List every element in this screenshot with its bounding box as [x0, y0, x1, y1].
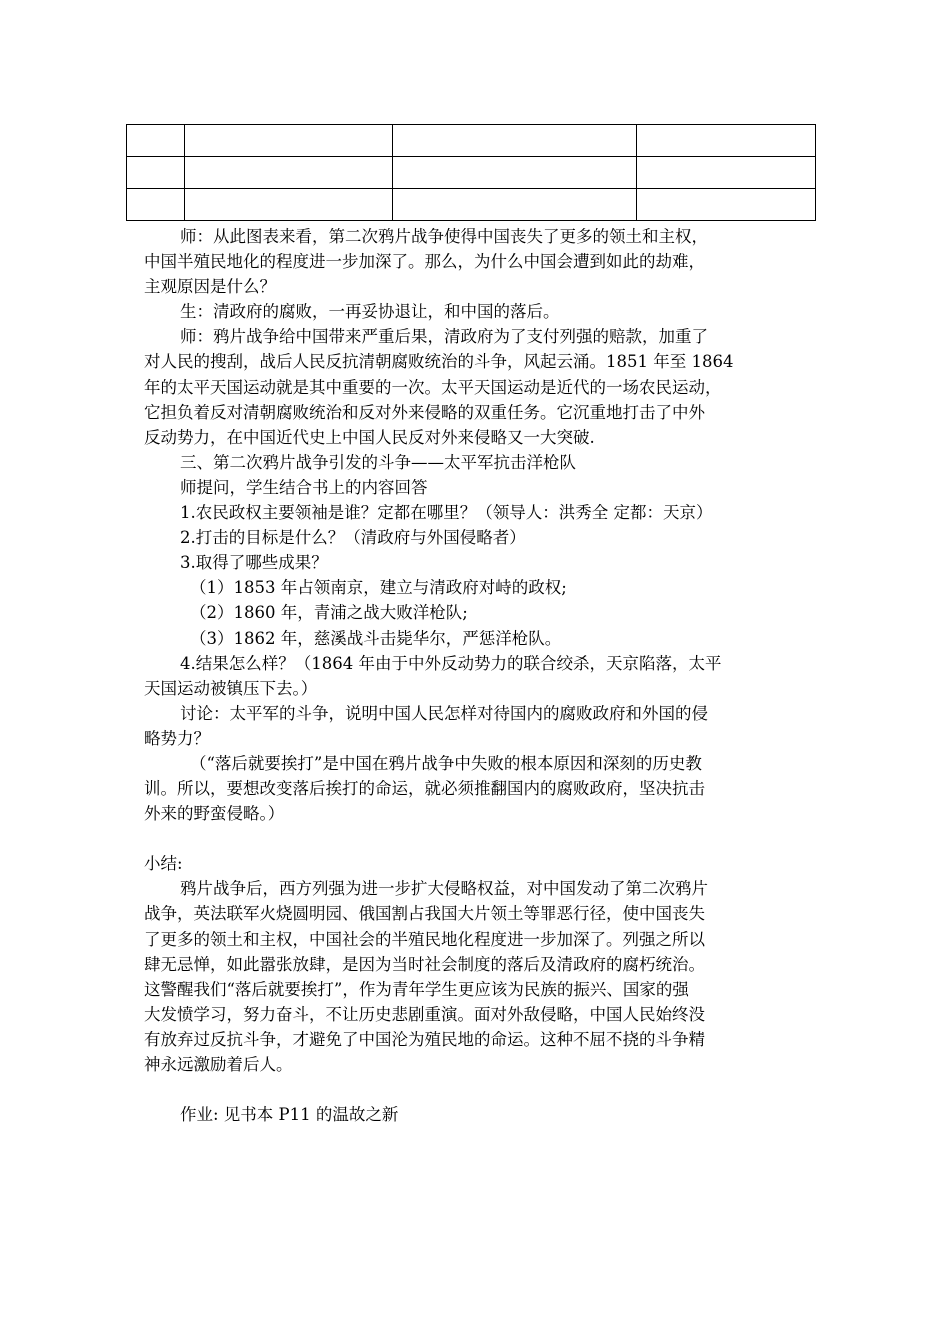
paragraph-line: 反动势力，在中国近代史上中国人民反对外来侵略又一大突破. — [144, 427, 595, 447]
paragraph-line: 年的太平天国运动就是其中重要的一次。太平天国运动是近代的一场农民运动， — [144, 377, 722, 397]
table-cell — [127, 157, 185, 189]
table-row — [127, 157, 816, 189]
section-heading: 三、第二次鸦片战争引发的斗争——太平军抗击洋枪队 — [180, 452, 576, 472]
paragraph-line: 外来的野蛮侵略。） — [144, 804, 285, 824]
paragraph-line: 师提问，学生结合书上的内容回答 — [180, 477, 428, 497]
question-line: 2.打击的目标是什么？（清政府与外国侵略者） — [180, 528, 526, 548]
lesson-text — [144, 224, 812, 1127]
table-cell — [393, 157, 637, 189]
table-cell — [637, 125, 816, 157]
table-cell — [185, 125, 393, 157]
paragraph-line: 中国半殖民地化的程度进一步加深了。那么，为什么中国会遭到如此的劫难， — [144, 252, 705, 272]
table-cell — [393, 125, 637, 157]
paragraph-line: 生：清政府的腐败，一再妥协退让，和中国的落后。 — [180, 302, 560, 322]
paragraph-line: 天国运动被镇压下去。） — [144, 678, 318, 698]
table-cell — [393, 189, 637, 221]
table-cell — [185, 189, 393, 221]
paragraph-line: 对人民的搜刮，战后人民反抗清朝腐败统治的斗争，风起云涌。1851 年至 1864 — [144, 352, 734, 372]
summary-line: 有放弃过反抗斗争，才避免了中国沦为殖民地的命运。这种不屈不挠的斗争精 — [144, 1029, 705, 1049]
paragraph-line: 主观原因是什么？ — [144, 277, 276, 297]
question-line: 4.结果怎么样？（1864 年由于中外反动势力的联合绞杀，天京陷落，太平 — [180, 653, 722, 673]
homework-line: 作业: 见书本 P11 的温故之新 — [180, 1105, 399, 1125]
paragraph-line: 略势力？ — [144, 728, 210, 748]
summary-line: 鸦片战争后，西方列强为进一步扩大侵略权益，对中国发动了第二次鸦片 — [180, 879, 708, 899]
discussion-line: 讨论：太平军的斗争，说明中国人民怎样对待国内的腐败政府和外国的侵 — [180, 703, 708, 723]
paragraph-line: 训。所以，要想改变落后挨打的命运，就必须推翻国内的腐败政府，坚决抗击 — [144, 779, 705, 799]
achievement-item: （2）1860 年，青浦之战大败洋枪队; — [190, 603, 468, 623]
paragraph-line: 师：鸦片战争给中国带来严重后果，清政府为了支付列强的赔款，加重了 — [180, 327, 708, 347]
summary-line: 了更多的领土和主权，中国社会的半殖民地化程度进一步加深了。列强之所以 — [144, 929, 705, 949]
blank-line — [144, 1077, 812, 1102]
achievement-item: （3）1862 年，慈溪战斗击毙华尔，严惩洋枪队。 — [190, 628, 562, 648]
paragraph-line: 师：从此图表来看，第二次鸦片战争使得中国丧失了更多的领土和主权， — [180, 227, 708, 246]
summary-line: 肆无忌惮，如此嚣张放肆，是因为当时社会制度的落后及清政府的腐朽统治。 — [144, 954, 705, 974]
question-line: 3.取得了哪些成果？ — [180, 553, 328, 573]
summary-line: 战争，英法联军火烧圆明园、俄国割占我国大片领土等罪恶行径，使中国丧失 — [144, 904, 705, 924]
question-line: 1.农民政权主要领袖是谁？定都在哪里？（领导人：洪秀全 定都：天京） — [180, 503, 713, 523]
table-cell — [637, 157, 816, 189]
paragraph-line: 它担负着反对清朝腐败统治和反对外来侵略的双重任务。它沉重地打击了中外 — [144, 402, 705, 422]
blank-line — [144, 826, 812, 851]
table-row — [127, 189, 816, 221]
comparison-table — [126, 124, 816, 221]
summary-line: 这警醒我们“落后就要挨打”，作为青年学生更应该为民族的振兴、国家的强 — [144, 979, 689, 999]
table-cell — [637, 189, 816, 221]
summary-line: 神永远激励着后人。 — [144, 1055, 293, 1074]
paragraph-line: （“落后就要挨打”是中国在鸦片战争中失败的根本原因和深刻的历史教 — [190, 753, 702, 773]
summary-heading: 小结: — [144, 854, 183, 874]
table-row — [127, 125, 816, 157]
table-cell — [185, 157, 393, 189]
table-cell — [127, 125, 185, 157]
achievement-item: （1）1853 年占领南京，建立与清政府对峙的政权; — [190, 578, 567, 598]
table-cell — [127, 189, 185, 221]
summary-line: 大发愤学习，努力奋斗，不让历史悲剧重演。面对外敌侵略，中国人民始终没 — [144, 1004, 705, 1024]
